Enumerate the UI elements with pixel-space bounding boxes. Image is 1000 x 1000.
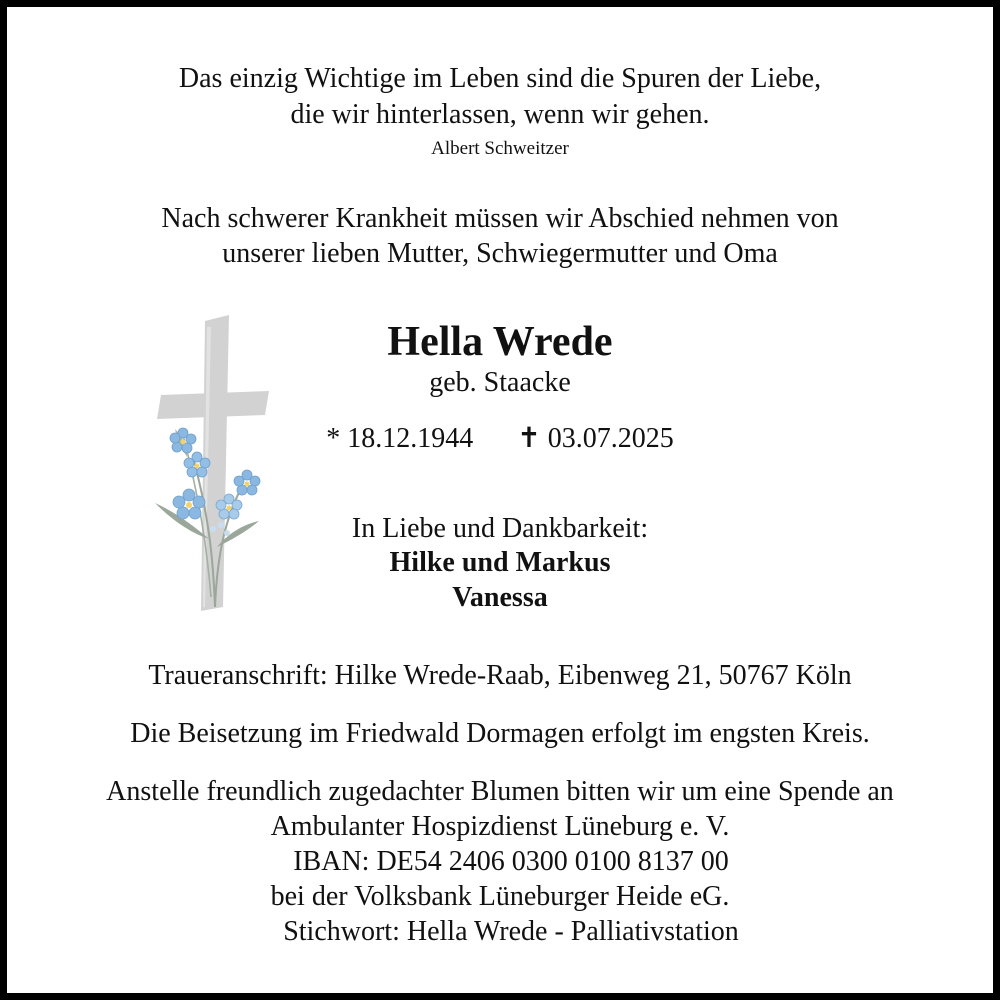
death-date: ✝ 03.07.2025 [517,423,674,454]
burial-notice: Die Beisetzung im Friedwald Dormagen erfolgt im engsten Kreis. [130,718,870,749]
donation-keyword: Stichwort: Hella Wrede - Palliativstation [283,916,739,947]
mourners-line-2: Vanessa [452,582,548,613]
quote-line-1: Das einzig Wichtige im Leben sind die Spuren der Liebe, [178,63,822,94]
maiden-name: geb. Staacke [429,367,571,398]
donation-bank: bei der Volksbank Lüneburger Heide eG. [270,881,730,912]
life-dates [7,425,993,453]
donation-line-2: Ambulanter Hospizdienst Lüneburg e. V. [270,811,730,842]
donation-line-1: Anstelle freundlich zugedachter Blumen bitten wir um eine Spende an [106,776,894,807]
mourners-line-1: Hilke und Markus [389,547,611,578]
mourning-address: Traueranschrift: Hilke Wrede-Raab, Eibenweg 21, 50767 Köln [148,660,852,691]
intro-line-1: Nach schwerer Krankheit müssen wir Abschied nehmen von [161,203,839,234]
intro-line-2: unserer lieben Mutter, Schwiegermutter und Oma [222,238,778,269]
deceased-name: Hella Wrede [387,319,613,365]
quote-author: Albert Schweitzer [431,138,569,159]
quote-line-2: die wir hinterlassen, wenn wir gehen. [290,99,710,130]
donation-iban: IBAN: DE54 2406 0300 0100 8137 00 [293,846,729,877]
mourners-intro: In Liebe und Dankbarkeit: [351,513,649,544]
birth-date: * 18.12.1944 [326,423,474,454]
